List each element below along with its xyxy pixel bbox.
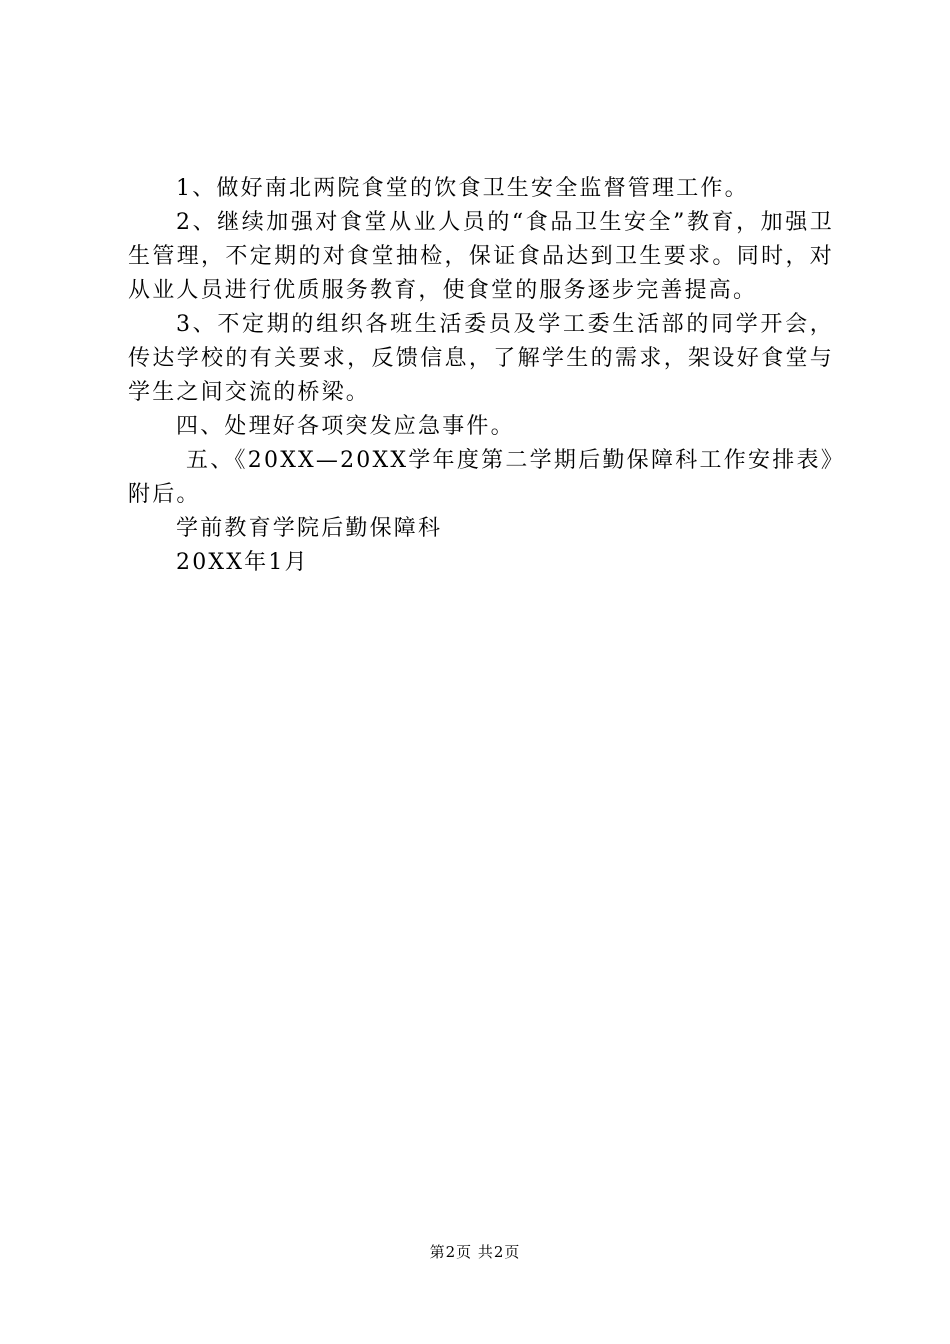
paragraph-section-4: 四、处理好各项突发应急事件。: [176, 414, 515, 439]
signature-date: 20XX年1月: [176, 550, 309, 575]
paragraph-item-1: 1、做好南北两院食堂的饮食卫生安全监督管理工作。: [176, 176, 749, 201]
signature-department: 学前教育学院后勤保障科: [176, 516, 443, 541]
paragraph-section-5: 五、《20XX—20XX学年度第二学期后勤保障科工作安排表》附后。: [128, 448, 834, 507]
document-body: [128, 172, 834, 580]
paragraph-item-2: 2、继续加强对食堂从业人员的“食品卫生安全”教育，加强卫生管理，不定期的对食堂抽检，保证食品达到卫生要求。同时，对从业人员进行优质服务教育，使食堂的服务逐步完善提高。: [128, 210, 834, 303]
paragraph-item-3: 3、不定期的组织各班生活委员及学工委生活部的同学开会，传达学校的有关要求，反馈信息，了解学生的需求，架设好食堂与学生之间交流的桥梁。: [128, 312, 834, 405]
page-footer: 第2页 共2页: [429, 1243, 521, 1261]
